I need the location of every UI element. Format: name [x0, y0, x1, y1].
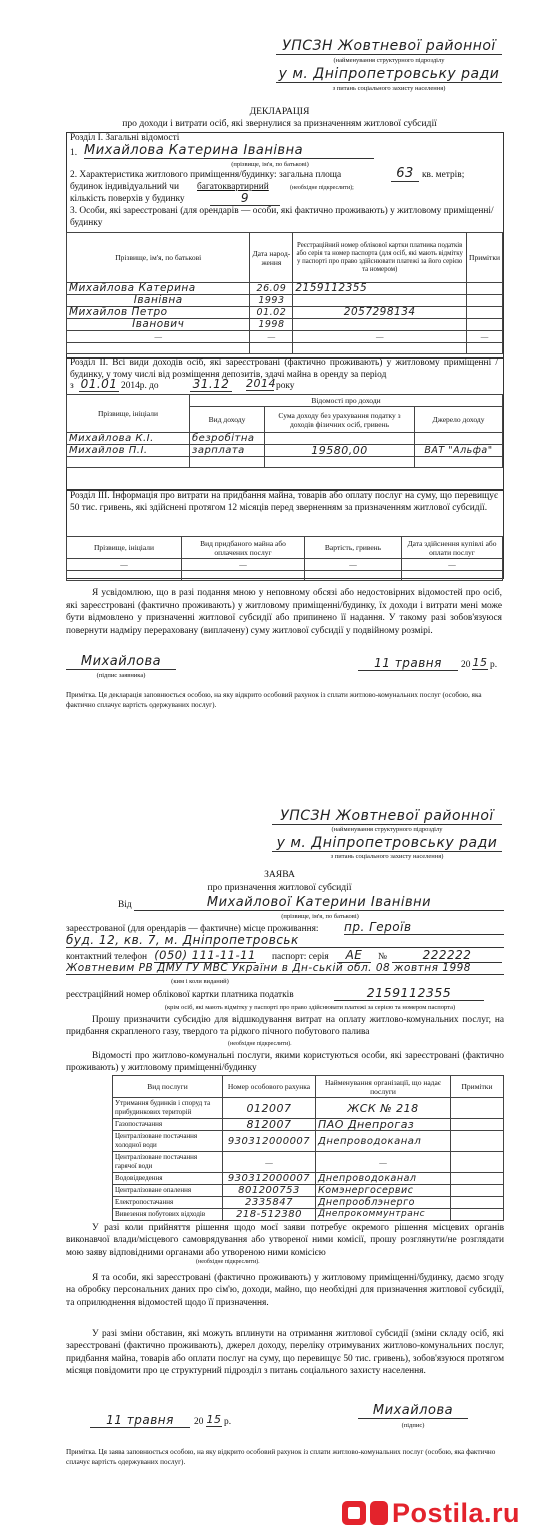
- app-tax-number[interactable]: 2159112355: [334, 985, 484, 1001]
- t1-header: Дата народ-ження: [250, 233, 293, 283]
- t2-header: Прізвище, ініціали: [67, 395, 190, 433]
- t3-header: Вартість, гривень: [305, 537, 402, 559]
- app-tax-label: реєстраційний номер облікової картки платника податків: [66, 990, 294, 1000]
- app-from-name[interactable]: Михайлової Катерини Іванівни: [134, 895, 504, 911]
- t3-cell[interactable]: [402, 571, 503, 581]
- t1-cell[interactable]: [467, 307, 503, 319]
- t1-cell[interactable]: —: [293, 331, 467, 343]
- decl-s1-line5: 3. Особи, які зареєстровані (для орендарів — особи, які фактично проживають) у житловому приміщенні/будинку: [70, 206, 494, 228]
- app-signature-caption: (підпис): [401, 1422, 425, 1429]
- decl-income-table: [66, 394, 503, 468]
- decl-expenses-table: [66, 536, 503, 581]
- t4-cell[interactable]: —: [316, 1152, 451, 1173]
- table-row: [67, 433, 503, 445]
- app-header-org: УПСЗН Жовтневої районної: [272, 808, 502, 825]
- t3-header: Вид придбаного майна або оплачених послуг: [182, 537, 305, 559]
- t4-cell[interactable]: —: [223, 1152, 316, 1173]
- app-phone[interactable]: (050) 111-11-11: [154, 948, 256, 962]
- app-passport-no-label: №: [378, 952, 387, 962]
- t4-cell: Централізоване опалення: [113, 1185, 223, 1197]
- t2-cell[interactable]: [265, 457, 415, 468]
- app-request-caption: (необхідне підкреслити).: [228, 1041, 292, 1047]
- t4-cell[interactable]: Комэнергосервис: [316, 1185, 451, 1197]
- app-reg-label: зареєстрованої (для орендарів — фактичне) місце проживання:: [66, 924, 319, 934]
- decl-section3-text: Розділ III. Інформація про витрати на придбання майна, товарів або оплату послуг на суму, що перевищує 50 тис. гривень, які здійснені протягом 12 місяців перед зверненням за призначенням житлової субсидії.: [70, 491, 498, 513]
- t1-cell[interactable]: 1993: [250, 295, 293, 307]
- postila-logo-text: Postila.ru: [392, 1498, 521, 1528]
- t1-cell[interactable]: [293, 295, 467, 307]
- t4-cell[interactable]: [451, 1185, 504, 1197]
- decl-declaration-text: Я усвідомлюю, що в разі подання мною у неповному обсязі або недостовірних відомостей про осіб, які зареєстровані (фактично проживають) у житловому приміщенні/будинку, їх доходи і витрати мені може бути відмовлено у призначенні житлової субсидії або припинено її надання. У такому разі зобов'язуюся повернути надміру перераховану (виплачену) суму житлової субсидії у подвійному розмірі.: [66, 588, 502, 636]
- decl-signature[interactable]: Михайлова: [66, 654, 176, 670]
- t1-cell[interactable]: —: [467, 331, 503, 343]
- t4-cell[interactable]: Днепроводоканал: [316, 1131, 451, 1152]
- table-row: [113, 1173, 504, 1185]
- t3-header: Прізвище, ініціали: [67, 537, 182, 559]
- app-request-text: Прошу призначити субсидію для відшкодування витрат на оплату житлово-комунальних послуг, на придбання скрапленого газу, твердого та рідкого пічного побутового палива: [66, 1015, 504, 1037]
- t1-cell[interactable]: 01.02: [250, 307, 293, 319]
- t3-cell[interactable]: —: [67, 559, 182, 571]
- t2-header: Відомості про доходи: [190, 395, 503, 407]
- t4-cell[interactable]: [451, 1119, 504, 1131]
- decl-date-year-prefix: 20: [461, 660, 471, 670]
- t4-cell: Газопостачання: [113, 1119, 223, 1131]
- decl-title: ДЕКЛАРАЦІЯ: [249, 106, 310, 117]
- table-row: [67, 559, 503, 571]
- table-row: [67, 319, 503, 331]
- table-row: [67, 343, 503, 354]
- t1-header: Прізвище, ім'я, по батькові: [67, 233, 250, 283]
- table-row: [113, 1152, 504, 1173]
- t3-cell[interactable]: —: [305, 559, 402, 571]
- decl-date-year-suffix: р.: [490, 660, 498, 670]
- app-date-year[interactable]: 15: [206, 1413, 222, 1426]
- t2-header: Сума доходу без урахування податку з доходів фізичних осіб, гривень: [265, 407, 415, 433]
- t1-cell[interactable]: Іванович: [67, 319, 250, 331]
- app-subtitle: про призначення житлової субсидії: [207, 882, 352, 893]
- app-reg-address1[interactable]: пр. Героїв: [344, 920, 504, 935]
- table-row: [67, 457, 503, 468]
- decl-header-caption2: з питань соціального захисту населення): [332, 85, 446, 92]
- t1-cell[interactable]: Михайлов Петро: [67, 307, 250, 319]
- t1-cell[interactable]: [67, 343, 250, 354]
- app-paragraph-consent: Я та особи, які зареєстровані (фактично проживають) у житловому приміщенні/будинку, даємо згоду на обробку персональних даних про сім'ю, доходи, майно, що необхідні для призначення житлової субсидії, та оприлюднення відомостей щодо її призначення.: [66, 1273, 504, 1308]
- t1-header: Примітки: [467, 233, 503, 283]
- t4-cell[interactable]: ЖСК № 218: [316, 1098, 451, 1119]
- t4-cell[interactable]: ПАО Днепрогаз: [316, 1119, 451, 1131]
- decl-persons-table: [66, 232, 503, 354]
- t1-header: Реєстраційний номер облікової картки платника податків або серія та номер паспорта (для осіб, які мають відмітку у паспорті про право здійснювати платежі за його серією та номером): [293, 233, 467, 283]
- table-row: [113, 1209, 504, 1221]
- t4-header: Номер особового рахунка: [223, 1076, 316, 1098]
- t2-header: Джерело доходу: [415, 407, 503, 433]
- t2-cell[interactable]: [265, 433, 415, 445]
- t3-cell[interactable]: [182, 571, 305, 581]
- table-row: [113, 1185, 504, 1197]
- decl-s1-num1: 1.: [70, 148, 78, 158]
- decl-s1-line3a: будинок індивідуальний чи: [70, 182, 179, 192]
- t4-cell: Централізоване постачання гарячої води: [113, 1152, 223, 1173]
- t4-cell[interactable]: [451, 1209, 504, 1221]
- decl-period-to-suffix: року: [276, 381, 295, 391]
- app-passport-label: паспорт: серія: [272, 952, 329, 962]
- t4-cell[interactable]: [451, 1197, 504, 1209]
- postila-logo-icon: [340, 1497, 392, 1529]
- decl-period-from[interactable]: 01.01: [80, 377, 118, 391]
- app-date-year-prefix: 20: [194, 1417, 204, 1427]
- t4-cell: Вивезення побутових відходів: [113, 1209, 223, 1221]
- app-passport-series[interactable]: АЕ: [337, 948, 371, 963]
- t4-cell[interactable]: 930312000007: [223, 1173, 316, 1185]
- table-row: [67, 445, 503, 457]
- decl-s1-line3c: (необхідне підкреслити);: [290, 185, 354, 191]
- t1-cell[interactable]: [467, 283, 503, 295]
- app-note: Примітка. Ця заява заповнюється особою, на яку відкрито особовий рахунок із сплати житлово-комунальних послуг (особою, яка фактично сплачує вартість одержуваних послуг).: [66, 1448, 496, 1466]
- t2-cell[interactable]: 19580,00: [265, 445, 415, 457]
- app-from-caption: (прізвище, ім'я, по батькові): [281, 913, 359, 920]
- t2-cell[interactable]: [67, 457, 190, 468]
- t4-cell[interactable]: 012007: [223, 1098, 316, 1119]
- t1-cell[interactable]: 2159112355: [293, 283, 467, 295]
- decl-signature-caption: (підпис заявника): [96, 672, 146, 679]
- decl-area-unit: кв. метрів;: [422, 170, 465, 180]
- t4-cell: Водовідведення: [113, 1173, 223, 1185]
- table-row: [113, 1131, 504, 1152]
- t4-cell[interactable]: [451, 1173, 504, 1185]
- decl-date[interactable]: 11 травня: [358, 656, 458, 671]
- t1-cell[interactable]: [467, 319, 503, 331]
- decl-period-from-label: з: [70, 381, 74, 391]
- t4-cell: Утримання будинків і споруд та прибудинкових територій: [113, 1098, 223, 1119]
- t4-cell: Централізоване постачання холодної води: [113, 1131, 223, 1152]
- app-paragraph-changes: У разі зміни обставин, які можуть вплинути на отримання житлової субсидії (зміни складу осіб, які зареєстровані (фактично проживають), джерел доходу, переліку отримуваних житлово-комунальних послуг, придбання майна, товарів або оплати послуг на суму, що перевищує 50 тис. гривень), зобов'язуюся протягом місяця повідомити про це структурний підрозділ з питань соціального захисту населення.: [66, 1329, 504, 1377]
- decl-header-caption1: (найменування структурного підрозділу: [333, 57, 445, 64]
- decl-header-org: УПСЗН Жовтневої районної: [276, 38, 502, 55]
- decl-section1-title: Розділ I. Загальні відомості: [70, 133, 180, 143]
- table-row: [113, 1119, 504, 1131]
- t1-cell[interactable]: [293, 319, 467, 331]
- t3-cell[interactable]: —: [402, 559, 503, 571]
- decl-header-city: у м. Дніпропетровську ради: [276, 66, 502, 83]
- table-row: [67, 307, 503, 319]
- table-row: [67, 571, 503, 581]
- decl-subtitle: про доходи і витрати осіб, які звернулися за призначенням житлової субсидії: [122, 118, 437, 129]
- t2-cell[interactable]: Михайлова К.І.: [67, 433, 190, 445]
- t4-cell[interactable]: [451, 1152, 504, 1173]
- app-header-caption2: з питань соціального захисту населення): [330, 853, 444, 860]
- t1-cell[interactable]: Михайлова Катерина: [67, 283, 250, 295]
- t2-cell[interactable]: [415, 433, 503, 445]
- decl-applicant-name-caption: (прізвище, ім'я, по батькові): [231, 161, 309, 168]
- t4-cell[interactable]: 812007: [223, 1119, 316, 1131]
- t2-cell[interactable]: [190, 457, 265, 468]
- decl-s1-line2: 2. Характеристика житлового приміщення/будинку: загальна площа: [70, 170, 342, 180]
- decl-date-year[interactable]: 15: [472, 656, 488, 669]
- app-signature[interactable]: Михайлова: [358, 1403, 468, 1419]
- t4-cell: Електропостачання: [113, 1197, 223, 1209]
- t4-header: Вид послуги: [113, 1076, 223, 1098]
- app-date[interactable]: 11 травня: [90, 1413, 190, 1428]
- app-header-city: у м. Дніпропетровську ради: [272, 835, 502, 852]
- t4-cell[interactable]: Днепрооблэнерго: [316, 1197, 451, 1209]
- decl-s1-line3b: багатоквартирний: [197, 182, 269, 192]
- t1-cell[interactable]: —: [67, 331, 250, 343]
- app-phone-label: контактний телефон: [66, 952, 148, 962]
- t2-cell[interactable]: ВАТ "Альфа": [415, 445, 503, 457]
- t1-cell[interactable]: 1998: [250, 319, 293, 331]
- t1-cell[interactable]: [250, 343, 293, 354]
- decl-note: Примітка. Ця декларація заповнюється особою, на яку відкрито особовий рахунок із сплати житлово-комунальних послуг (особою, яка фактично сплачує вартість одержуваних послуг).: [66, 691, 482, 709]
- t2-header: Вид доходу: [190, 407, 265, 433]
- t1-cell[interactable]: —: [250, 331, 293, 343]
- app-tax-caption: (крім осіб, які мають відмітку у паспорті про право здійснювати платежі за серією та номером паспорта): [164, 1004, 456, 1011]
- t2-cell[interactable]: Михайлов П.І.: [67, 445, 190, 457]
- t1-cell[interactable]: [293, 343, 467, 354]
- app-date-year-suffix: р.: [224, 1417, 232, 1427]
- t1-cell[interactable]: [467, 343, 503, 354]
- app-reg-address2[interactable]: буд. 12, кв. 7, м. Дніпропетровськ: [66, 933, 504, 948]
- t4-header: Примітки: [451, 1076, 504, 1098]
- app-services-intro: Відомості про житлово-комунальні послуги, якими користуються особи, які зареєстровані (фактично проживають) у житловому приміщенні/будинку: [66, 1051, 504, 1073]
- app-paragraph-commission-caption: (необхідне підкреслити).: [196, 1259, 260, 1265]
- table-row: [67, 331, 503, 343]
- decl-floors-value[interactable]: 9: [210, 191, 280, 206]
- t1-cell[interactable]: Іванівна: [67, 295, 250, 307]
- table-row: [67, 295, 503, 307]
- t4-cell[interactable]: 2335847: [223, 1197, 316, 1209]
- t2-cell[interactable]: [415, 457, 503, 468]
- app-from-label: Від: [118, 900, 132, 910]
- t4-cell[interactable]: 218-512380: [223, 1209, 316, 1221]
- t4-cell[interactable]: 930312000007: [223, 1131, 316, 1152]
- app-passport-number[interactable]: 222222: [392, 948, 502, 963]
- app-passport-issued-caption: (ким і коли виданий): [171, 978, 229, 985]
- t4-cell[interactable]: [451, 1131, 504, 1152]
- decl-s1-line4: кількість поверхів у будинку: [70, 194, 185, 204]
- app-services-table: [112, 1075, 504, 1221]
- app-header-caption1: (найменування структурного підрозділу: [331, 826, 443, 833]
- t4-cell[interactable]: Днепрокоммунтранс: [316, 1209, 451, 1221]
- decl-area-value[interactable]: 63: [391, 166, 419, 182]
- decl-period-to[interactable]: 31.12: [190, 377, 232, 392]
- t4-cell[interactable]: [451, 1098, 504, 1119]
- t1-cell[interactable]: [467, 295, 503, 307]
- app-title: ЗАЯВА: [264, 869, 295, 880]
- app-passport-issued[interactable]: Жовтневим РВ ДМУ ГУ МВС України в Дн-ській обл. 08 жовтня 1998: [66, 962, 504, 975]
- t4-header: Найменування організації, що надає послуги: [316, 1076, 451, 1098]
- app-paragraph-commission: У разі коли прийняття рішення щодо моєї заяви потребує окремого рішення місцевих органів виконавчої влади/місцевого самоврядування або утвореної ними комісії, прошу розглянути/не розглядати мою заяву відповідними органами або утвореною ними комісією: [66, 1223, 504, 1258]
- decl-section2-text: Розділ II. Всі види доходів осіб, які зареєстровані (фактично проживають) у житловому приміщенні /будинку, у тому числі від розміщення депозитів, здачі майна в оренду за період: [70, 358, 498, 380]
- t3-cell[interactable]: —: [182, 559, 305, 571]
- t2-cell[interactable]: безробітна: [190, 433, 265, 445]
- decl-period-to-year[interactable]: 2014: [246, 377, 276, 390]
- t3-header: Дата здійснення купівлі або оплати послуг: [402, 537, 503, 559]
- table-row: [67, 283, 503, 295]
- t3-cell[interactable]: [67, 571, 182, 581]
- t4-cell[interactable]: Днепроводоканал: [316, 1173, 451, 1185]
- t1-cell[interactable]: 26.09: [250, 283, 293, 295]
- decl-applicant-name[interactable]: Михайлова Катерина Іванівна: [84, 143, 374, 159]
- decl-period-from-year: 2014р. до: [121, 381, 159, 391]
- table-row: [113, 1197, 504, 1209]
- t2-cell[interactable]: зарплата: [190, 445, 265, 457]
- t3-cell[interactable]: [305, 571, 402, 581]
- t4-cell[interactable]: 801200753: [223, 1185, 316, 1197]
- table-row: [113, 1098, 504, 1119]
- t1-cell[interactable]: 2057298134: [293, 307, 467, 319]
